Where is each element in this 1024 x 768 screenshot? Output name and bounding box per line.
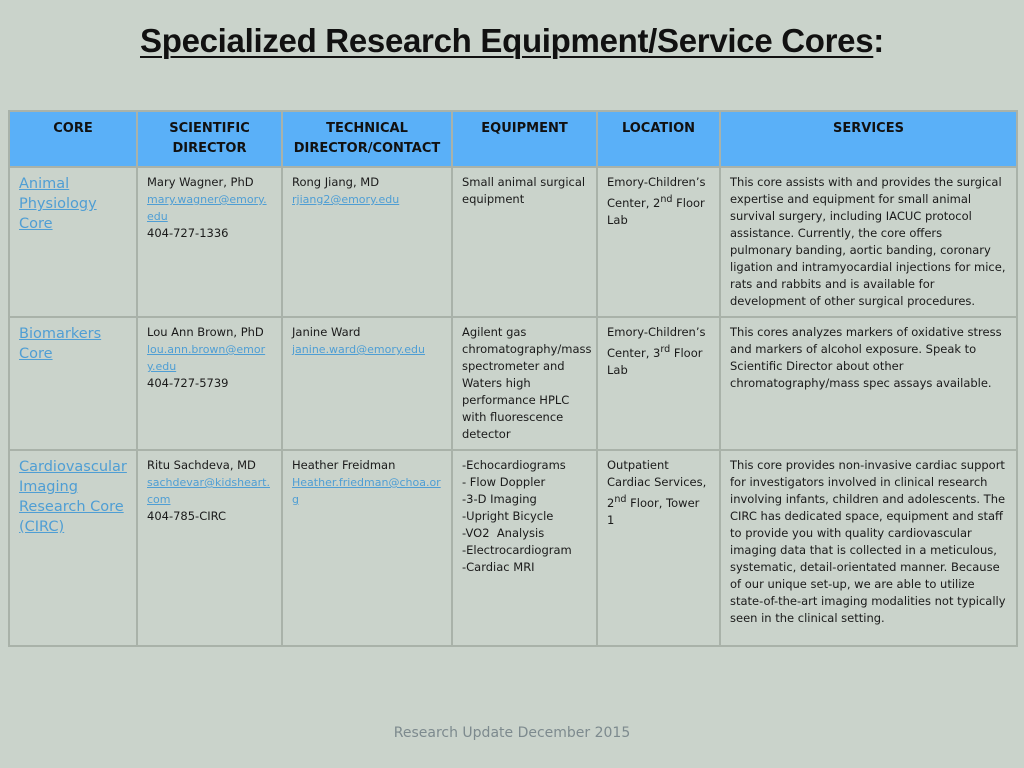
- scientific-director-name: Ritu Sachdeva, MD: [147, 458, 256, 472]
- header-equipment: EQUIPMENT: [452, 111, 597, 167]
- core-cell: [9, 450, 137, 646]
- technical-director-name: Janine Ward: [292, 325, 361, 339]
- scientific-director-email[interactable]: lou.ann.brown@emory.edu: [147, 343, 266, 373]
- location-text: Emory-Children’s Center, 2: [607, 175, 706, 210]
- services-cell: This core provides non-invasive cardiac support for investigators involved in clinical research involving infants, children and adolescents. The CIRC has dedicated space, equipment and staff to provide you with quality cardiovascular imaging data that is collected in a meticulous, systematic, detail-orientated manner. Because of our unique set-up, we are able to utilize state-of-the-art imaging modalities not typically seen in the clinical setting.: [720, 450, 1017, 646]
- location-ordinal: rd: [660, 344, 671, 355]
- services-cell: This cores analyzes markers of oxidative stress and markers of alcohol exposure. Speak to Scientific Director about other chromatography/mass spec assays available.: [720, 317, 1017, 450]
- location-cell: [597, 317, 720, 450]
- table-row: [9, 167, 1017, 317]
- technical-director-cell: [282, 450, 452, 646]
- equipment-cell: [452, 317, 597, 450]
- scientific-director-email[interactable]: mary.wagner@emory.edu: [147, 193, 267, 223]
- page-title-text: Specialized Research Equipment/Service Cores: [140, 22, 874, 59]
- core-link-animal-physiology[interactable]: Animal Physiology Core: [19, 176, 97, 232]
- scientific-director-phone: 404-785-CIRC: [147, 509, 227, 523]
- location-ordinal: nd: [660, 194, 673, 205]
- header-core: CORE: [9, 111, 137, 167]
- table-row: [9, 450, 1017, 646]
- table-row: [9, 317, 1017, 450]
- equipment-item: -3-D Imaging: [462, 492, 537, 506]
- location-text-end: Floor, Tower 1: [607, 495, 700, 527]
- header-scientific-director: SCIENTIFIC DIRECTOR: [137, 111, 282, 167]
- technical-director-name: Rong Jiang, MD: [292, 175, 380, 189]
- technical-director-email[interactable]: janine.ward@emory.edu: [292, 343, 426, 356]
- scientific-director-cell: [137, 317, 282, 450]
- equipment-cell: [452, 167, 597, 317]
- equipment-item: -Cardiac MRI: [462, 560, 535, 574]
- core-link-biomarkers[interactable]: Biomarkers Core: [19, 326, 102, 362]
- scientific-director-cell: [137, 450, 282, 646]
- table-header-row: [9, 111, 1017, 167]
- services-cell: This core assists with and provides the surgical expertise and equipment for small animal survival surgery, including IACUC protocol assistance. Currently, the core offers pulmonary banding, aortic banding, coronary ligation and intramyocardial injections for mice, rats and rabbits and is available for development of other surgical procedures.: [720, 167, 1017, 317]
- equipment-item: Small animal surgical equipment: [462, 175, 586, 206]
- header-services: SERVICES: [720, 111, 1017, 167]
- header-location: LOCATION: [597, 111, 720, 167]
- page-title: [0, 22, 1024, 60]
- location-cell: [597, 450, 720, 646]
- scientific-director-cell: [137, 167, 282, 317]
- core-cell: [9, 167, 137, 317]
- header-technical-director: TECHNICAL DIRECTOR/CONTACT: [282, 111, 452, 167]
- scientific-director-name: Lou Ann Brown, PhD: [147, 325, 264, 339]
- technical-director-email[interactable]: Heather.friedman@choa.org: [292, 476, 441, 506]
- core-cell: [9, 317, 137, 450]
- equipment-item: Agilent gas chromatography/mass spectrometer and Waters high performance HPLC with fluorescence detector: [462, 325, 592, 441]
- location-text: Emory-Children’s Center, 3: [607, 325, 706, 360]
- location-text-end: Floor Lab: [607, 345, 703, 377]
- equipment-item: -VO2 Analysis: [462, 526, 545, 540]
- location-cell: [597, 167, 720, 317]
- location-text-end: Floor Lab: [607, 195, 705, 227]
- page-title-colon: :: [873, 22, 884, 59]
- scientific-director-phone: 404-727-5739: [147, 376, 229, 390]
- technical-director-email[interactable]: rjiang2@emory.edu: [292, 193, 400, 206]
- scientific-director-phone: 404-727-1336: [147, 226, 229, 240]
- cores-table: [8, 110, 1018, 647]
- location-text: Outpatient Cardiac Services, 2: [607, 458, 707, 510]
- equipment-item: -Electrocardiogram: [462, 543, 572, 557]
- technical-director-cell: [282, 317, 452, 450]
- technical-director-cell: [282, 167, 452, 317]
- footer-text: Research Update December 2015: [393, 725, 631, 741]
- technical-director-name: Heather Freidman: [292, 458, 396, 472]
- scientific-director-name: Mary Wagner, PhD: [147, 175, 254, 189]
- equipment-item: -Echocardiograms: [462, 458, 566, 472]
- location-ordinal: nd: [614, 494, 627, 505]
- scientific-director-email[interactable]: sachdevar@kidsheart.com: [147, 476, 270, 506]
- equipment-item: - Flow Doppler: [462, 475, 546, 489]
- equipment-item: -Upright Bicycle: [462, 509, 554, 523]
- equipment-cell: [452, 450, 597, 646]
- core-link-cardiovascular-imaging[interactable]: Cardiovascular Imaging Research Core (CIRC): [19, 459, 127, 535]
